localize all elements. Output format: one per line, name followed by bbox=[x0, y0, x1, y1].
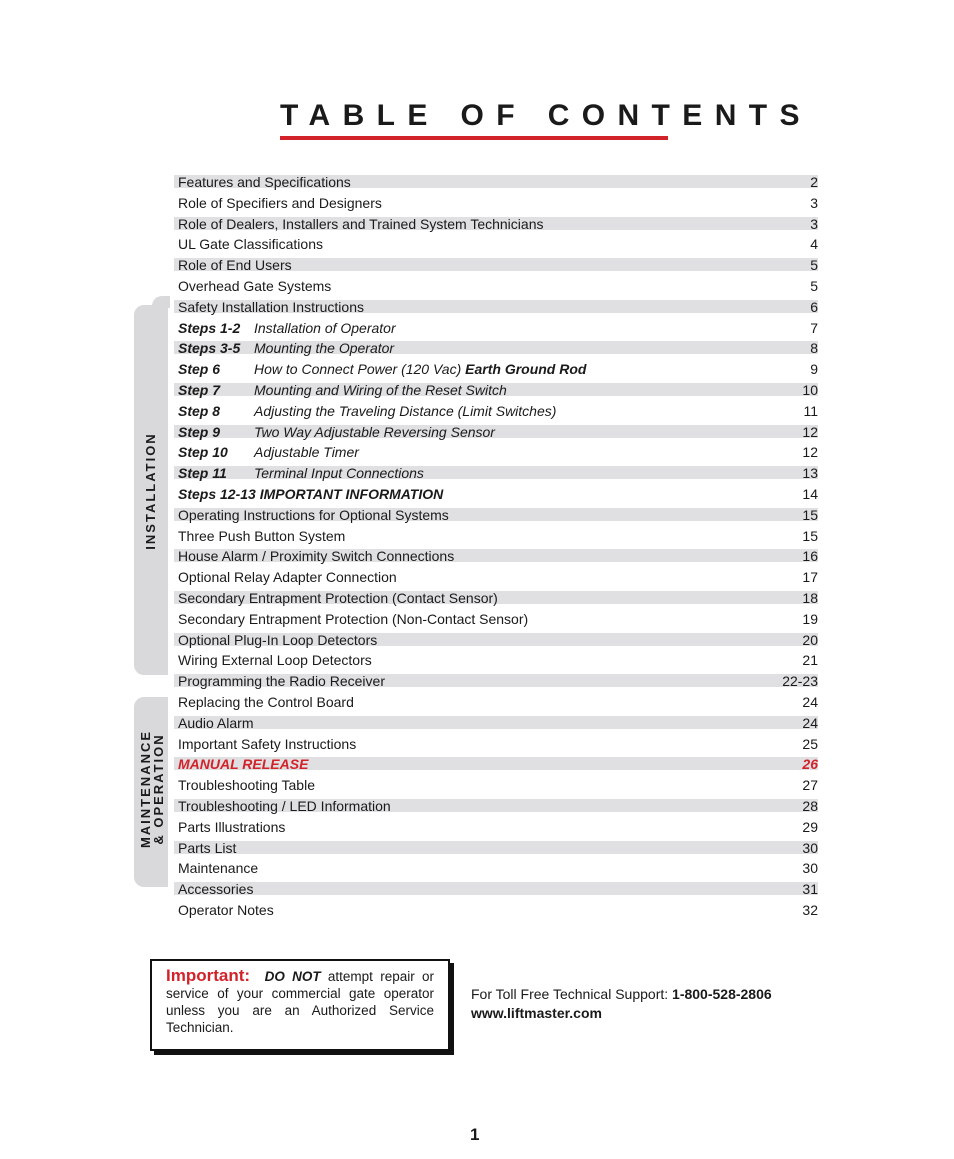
toc-row-band bbox=[174, 841, 818, 854]
toc-label: UL Gate Classifications bbox=[178, 236, 323, 253]
toc-label: Safety Installation Instructions bbox=[178, 298, 364, 315]
toc-row[interactable] bbox=[174, 671, 818, 692]
toc-step: Steps 3-5 bbox=[178, 340, 241, 357]
toc-page-number: 22-23 bbox=[782, 673, 818, 690]
toc-step: Step 11 bbox=[178, 465, 227, 482]
toc-label: Audio Alarm bbox=[178, 714, 254, 731]
toc-page-number: 19 bbox=[802, 610, 818, 627]
important-body: attempt repair or service of your commercial gate operator unless you are an Authorized Service Technician. bbox=[166, 969, 434, 1035]
toc-page-number: 11 bbox=[803, 402, 818, 419]
toc-row[interactable] bbox=[174, 276, 818, 297]
toc-page-number: 7 bbox=[810, 319, 818, 336]
toc-page-number: 2 bbox=[810, 174, 818, 190]
toc-page-number: 5 bbox=[810, 257, 818, 274]
toc-step-description-text: Installation of Operator bbox=[254, 319, 396, 336]
toc-step-description bbox=[254, 380, 507, 401]
toc-step-description bbox=[254, 422, 495, 443]
toc-page-number: 31 bbox=[802, 881, 818, 898]
toc-label: Steps 12-13 IMPORTANT INFORMATION bbox=[178, 485, 444, 502]
toc-label: Role of Specifiers and Designers bbox=[178, 194, 382, 211]
toc-step-description bbox=[254, 359, 586, 380]
support-info bbox=[471, 985, 772, 1023]
toc-row-band bbox=[174, 882, 818, 895]
toc-row[interactable] bbox=[174, 505, 818, 526]
toc-row[interactable] bbox=[174, 900, 818, 921]
toc-page-number: 12 bbox=[802, 444, 818, 461]
toc-row[interactable] bbox=[174, 796, 818, 817]
toc-page-number: 15 bbox=[802, 506, 818, 523]
toc-page-number: 3 bbox=[810, 194, 818, 211]
toc-row[interactable] bbox=[174, 838, 818, 859]
toc-row[interactable] bbox=[174, 734, 818, 755]
maintenance-tab-label-1: MAINTENANCE bbox=[138, 729, 153, 849]
toc-row[interactable] bbox=[174, 526, 818, 547]
installation-tab-top-curve bbox=[152, 296, 170, 308]
toc-step-description bbox=[254, 442, 359, 463]
toc-label: Parts List bbox=[178, 839, 237, 856]
support-phone[interactable]: 1-800-528-2806 bbox=[672, 986, 772, 1002]
toc-page-number: 9 bbox=[810, 361, 818, 378]
toc-page-number: 24 bbox=[802, 714, 818, 731]
page-number: 1 bbox=[470, 1125, 480, 1144]
toc-page-number: 6 bbox=[810, 298, 818, 315]
toc-row[interactable] bbox=[174, 463, 818, 484]
toc-step: Step 7 bbox=[178, 381, 221, 398]
support-url[interactable]: www.liftmaster.com bbox=[471, 1005, 602, 1021]
toc-page-number: 12 bbox=[802, 423, 818, 440]
toc-label: Wiring External Loop Detectors bbox=[178, 652, 372, 669]
toc-label: Accessories bbox=[178, 881, 254, 898]
toc-row[interactable] bbox=[174, 858, 818, 879]
toc-list bbox=[174, 172, 818, 921]
toc-step-description-text: Adjustable Timer bbox=[254, 444, 359, 461]
toc-label: Operator Notes bbox=[178, 901, 274, 918]
toc-label: Role of End Users bbox=[178, 257, 292, 274]
toc-page-number: 26 bbox=[802, 756, 818, 773]
important-heading: Important: bbox=[166, 966, 251, 985]
toc-step-description-text: Two Way Adjustable Reversing Sensor bbox=[254, 423, 495, 440]
toc-row[interactable] bbox=[174, 214, 818, 235]
title-underline bbox=[280, 136, 668, 140]
toc-row[interactable] bbox=[174, 172, 818, 193]
toc-label: Operating Instructions for Optional Systems bbox=[178, 506, 449, 523]
toc-label: House Alarm / Proximity Switch Connections bbox=[178, 548, 455, 565]
toc-row[interactable] bbox=[174, 401, 818, 422]
toc-row[interactable] bbox=[174, 546, 818, 567]
toc-step: Step 9 bbox=[178, 423, 221, 440]
toc-label: Programming the Radio Receiver bbox=[178, 673, 385, 690]
toc-page-number: 30 bbox=[802, 839, 818, 856]
toc-label: Three Push Button System bbox=[178, 527, 346, 544]
toc-step-description-text: Terminal Input Connections bbox=[254, 465, 424, 482]
toc-page-number: 15 bbox=[802, 527, 818, 544]
toc-step-description-text: Mounting the Operator bbox=[254, 340, 395, 357]
toc-row[interactable] bbox=[174, 380, 818, 401]
toc-step-description bbox=[254, 318, 396, 339]
toc-row[interactable] bbox=[174, 692, 818, 713]
toc-page-number: 8 bbox=[810, 340, 818, 357]
toc-row[interactable] bbox=[174, 297, 818, 318]
toc-label: Features and Specifications bbox=[178, 174, 351, 190]
toc-page-number: 4 bbox=[810, 236, 818, 253]
toc-row[interactable] bbox=[174, 567, 818, 588]
toc-row[interactable] bbox=[174, 359, 818, 380]
toc-page-number: 18 bbox=[802, 589, 818, 606]
toc-row[interactable] bbox=[174, 775, 818, 796]
toc-step-description bbox=[254, 338, 394, 359]
do-not-text: DO NOT bbox=[264, 969, 321, 984]
toc-label: Secondary Entrapment Protection (Contact Sensor) bbox=[178, 589, 498, 606]
toc-page-number: 21 bbox=[802, 652, 818, 669]
toc-row[interactable] bbox=[174, 609, 818, 630]
toc-row[interactable] bbox=[174, 255, 818, 276]
toc-step: Step 6 bbox=[178, 361, 221, 378]
toc-label: Maintenance bbox=[178, 860, 259, 877]
toc-row[interactable] bbox=[174, 422, 818, 443]
toc-page-number: 27 bbox=[802, 777, 818, 794]
toc-row[interactable] bbox=[174, 588, 818, 609]
toc-step-description bbox=[254, 401, 556, 422]
toc-step-description-text: How to Connect Power (120 Vac) bbox=[254, 361, 462, 378]
toc-page-number: 20 bbox=[802, 631, 818, 648]
toc-page-number: 16 bbox=[802, 548, 818, 565]
toc-page-number: 13 bbox=[802, 465, 818, 482]
toc-label: MANUAL RELEASE bbox=[178, 756, 309, 773]
toc-row[interactable] bbox=[174, 879, 818, 900]
toc-row[interactable] bbox=[174, 193, 818, 214]
toc-page-number: 24 bbox=[802, 693, 818, 710]
toc-row[interactable] bbox=[174, 713, 818, 734]
toc-step: Step 8 bbox=[178, 402, 221, 419]
toc-page-number: 3 bbox=[810, 215, 818, 232]
important-notice-text bbox=[166, 967, 434, 1036]
toc-step-description bbox=[254, 463, 424, 484]
installation-tab-label: INSTALLATION bbox=[143, 432, 158, 550]
toc-row[interactable] bbox=[174, 442, 818, 463]
toc-label: Troubleshooting / LED Information bbox=[178, 797, 391, 814]
toc-label: Replacing the Control Board bbox=[178, 693, 354, 710]
toc-page-number: 28 bbox=[802, 797, 818, 814]
toc-page-number: 17 bbox=[802, 569, 818, 586]
toc-page-number: 14 bbox=[802, 485, 818, 502]
toc-step-description-text: Mounting and Wiring of the Reset Switch bbox=[254, 381, 507, 398]
toc-row[interactable] bbox=[174, 817, 818, 838]
toc-step-description-bold: Earth Ground Rod bbox=[465, 361, 587, 378]
toc-label: Optional Plug-In Loop Detectors bbox=[178, 631, 378, 648]
toc-step: Steps 1-2 bbox=[178, 319, 241, 336]
toc-label: Parts Illustrations bbox=[178, 818, 286, 835]
toc-row[interactable] bbox=[174, 630, 818, 651]
toc-step: Step 10 bbox=[178, 444, 228, 461]
toc-row-band bbox=[174, 716, 818, 729]
toc-label: Troubleshooting Table bbox=[178, 777, 315, 794]
important-notice-box bbox=[150, 959, 450, 1051]
toc-label: Secondary Entrapment Protection (Non-Contact Sensor) bbox=[178, 610, 529, 627]
toc-row[interactable] bbox=[174, 650, 818, 671]
maintenance-tab-label-2: & OPERATION bbox=[151, 733, 166, 845]
toc-step-description-text: Adjusting the Traveling Distance (Limit Switches) bbox=[254, 402, 557, 419]
toc-page-number: 32 bbox=[802, 901, 818, 918]
toc-page-number: 29 bbox=[802, 818, 818, 835]
toc-page-number: 30 bbox=[802, 860, 818, 877]
toc-row[interactable] bbox=[174, 338, 818, 359]
toc-page-number: 5 bbox=[810, 277, 818, 294]
toc-row[interactable] bbox=[174, 318, 818, 339]
toc-label: Overhead Gate Systems bbox=[178, 277, 332, 294]
toc-page-number: 25 bbox=[802, 735, 818, 752]
toc-page-number: 10 bbox=[802, 381, 818, 398]
toc-row[interactable] bbox=[174, 754, 818, 775]
page-title: TABLE OF CONTENTS bbox=[280, 99, 812, 132]
toc-label: Optional Relay Adapter Connection bbox=[178, 569, 397, 586]
toc-label: Role of Dealers, Installers and Trained System Technicians bbox=[178, 215, 544, 232]
toc-row[interactable] bbox=[174, 484, 818, 505]
toc-label: Important Safety Instructions bbox=[178, 735, 357, 752]
toc-row[interactable] bbox=[174, 234, 818, 255]
support-label: For Toll Free Technical Support: bbox=[471, 986, 669, 1002]
